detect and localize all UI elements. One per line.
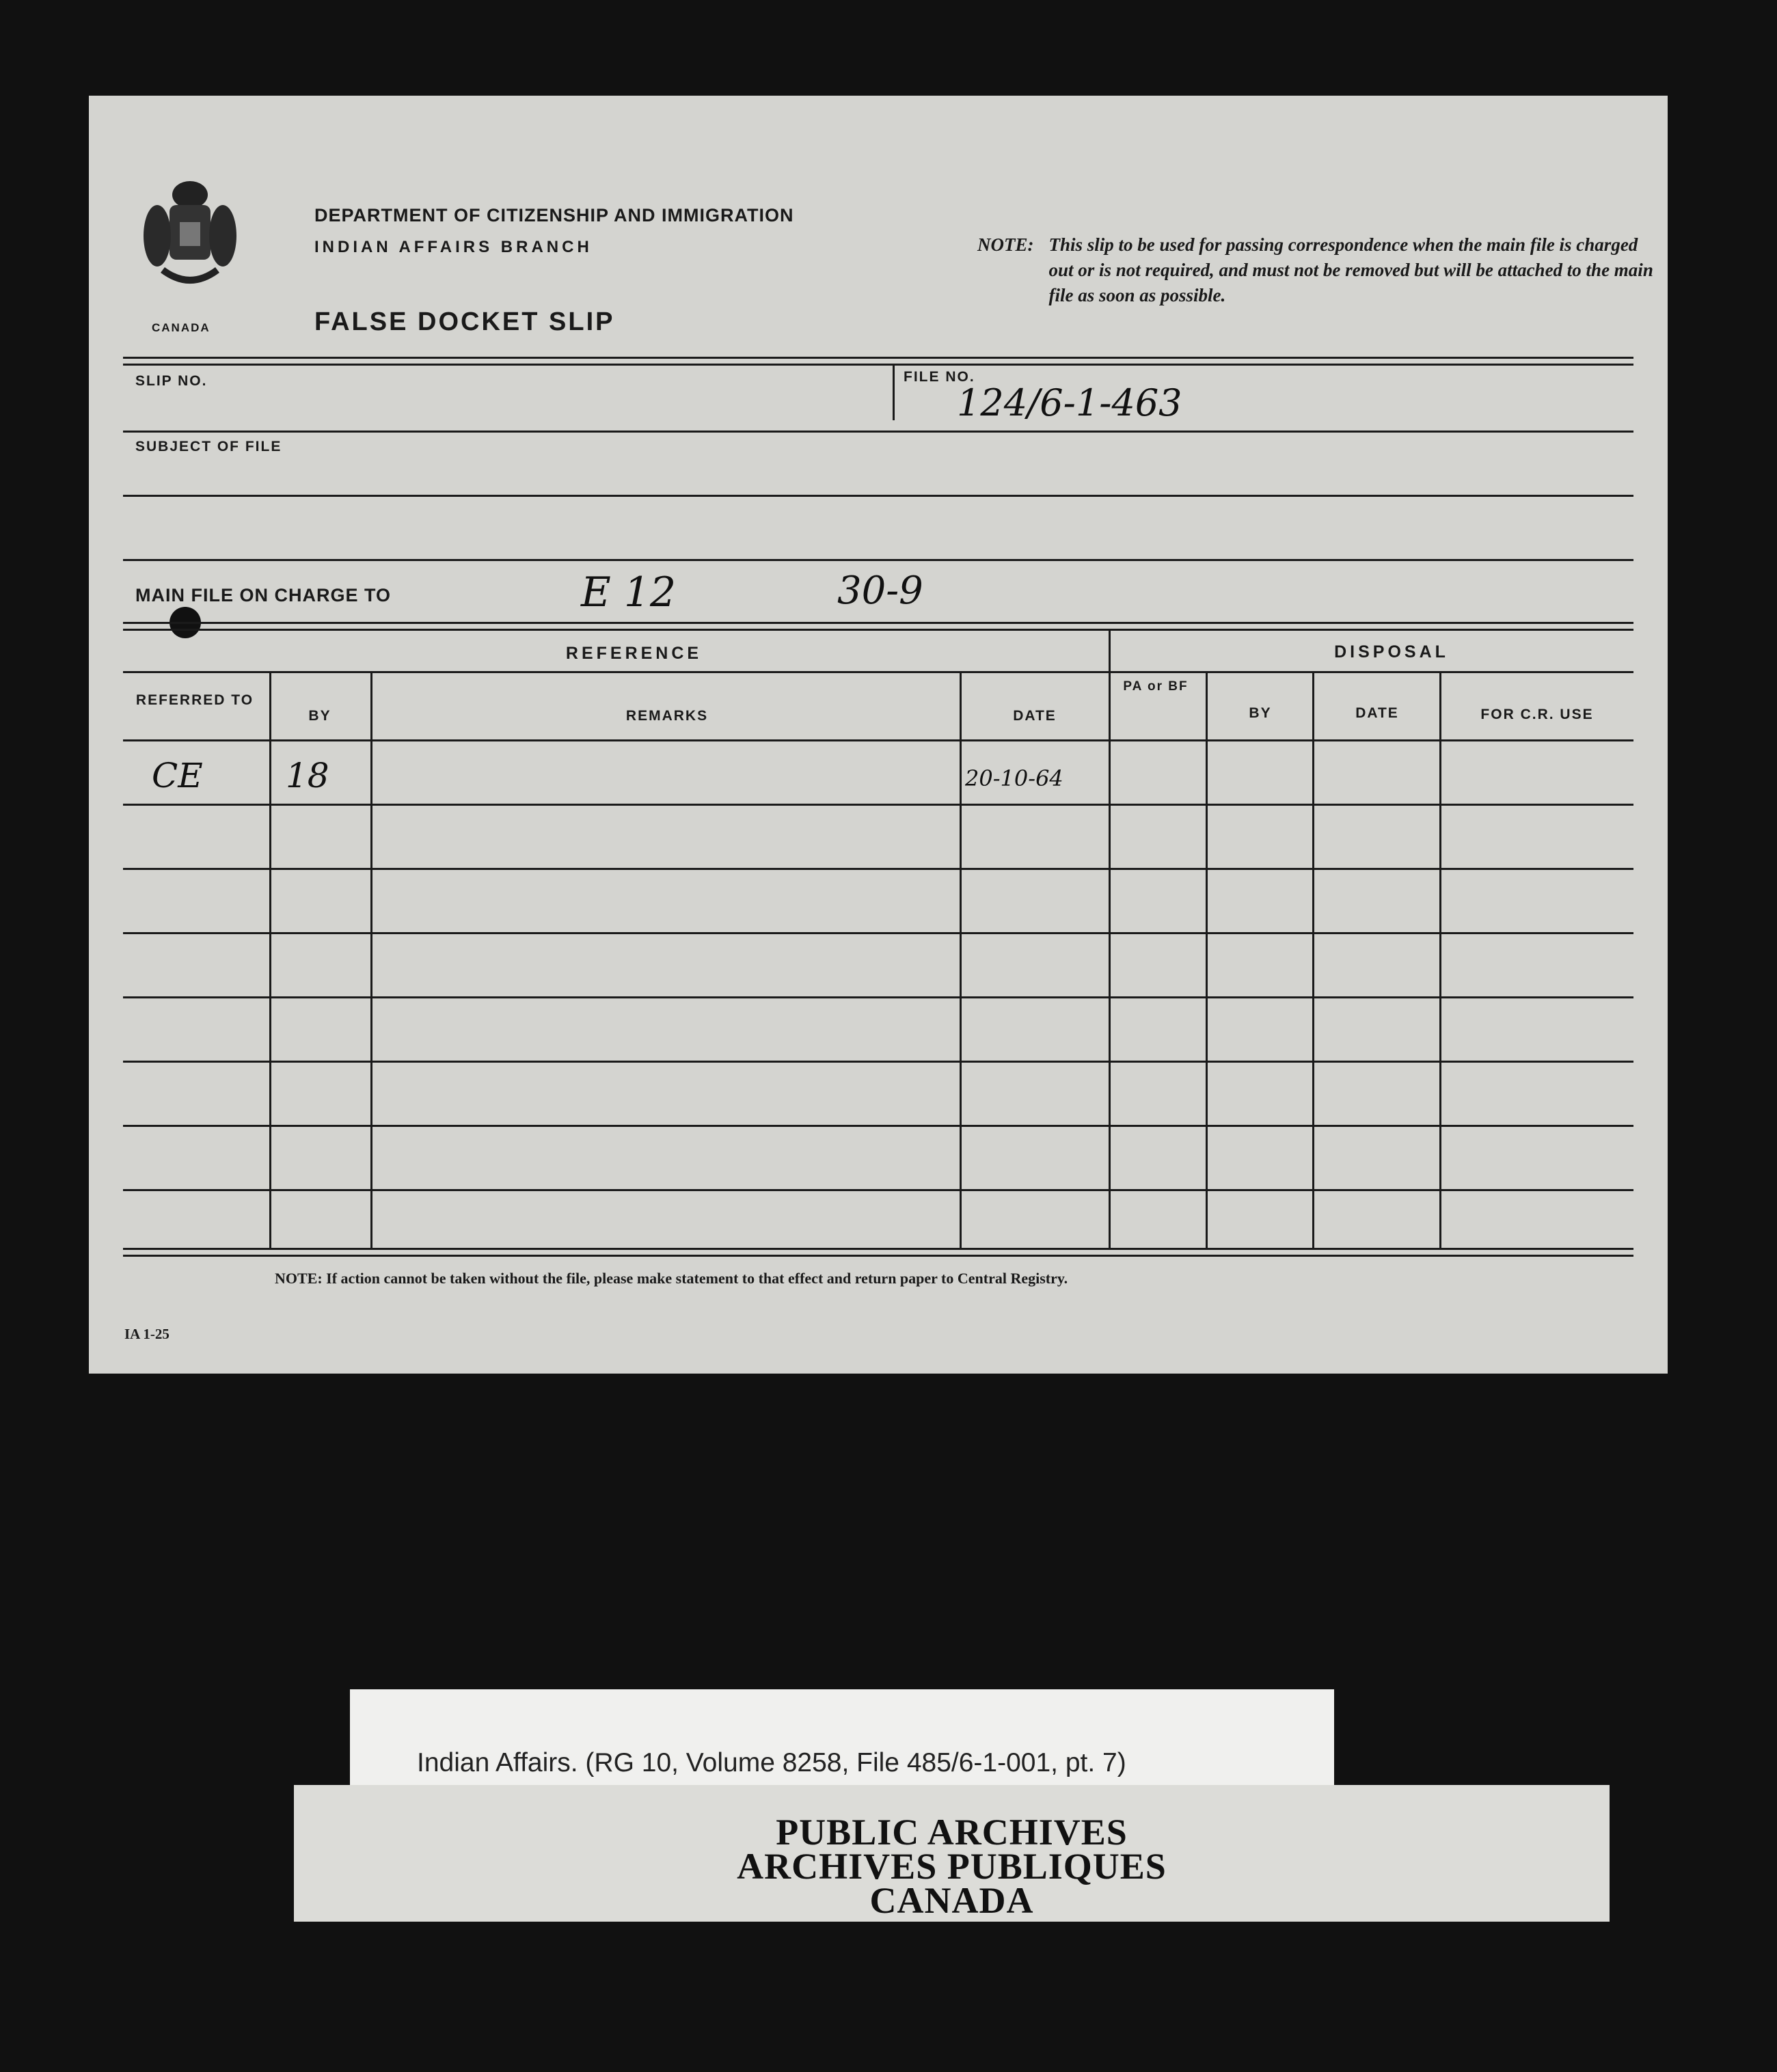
col-remarks: REMARKS: [625, 708, 709, 724]
top-note-label: NOTE:: [977, 234, 1034, 255]
stamp-line-1: PUBLIC ARCHIVES: [776, 1812, 1128, 1853]
main-file-value-1: E 12: [581, 569, 677, 616]
table-row: [123, 1125, 1633, 1127]
col-divider: [1206, 671, 1208, 1249]
row1-referred-to: CE: [152, 756, 203, 795]
row1-by: 18: [286, 756, 329, 795]
false-docket-slip: [89, 96, 1668, 1374]
main-file-value-2: 30-9: [837, 569, 923, 613]
col-divider: [1109, 629, 1111, 1249]
disposal-header: DISPOSAL: [1334, 642, 1449, 662]
citation-label: [350, 1689, 1334, 1792]
stamp-line-3: CANADA: [869, 1880, 1034, 1921]
table-rule: [123, 671, 1633, 673]
col-disposal-by: BY: [1249, 705, 1272, 721]
table-bottom-rule: [123, 1255, 1633, 1257]
citation-text: Indian Affairs. (RG 10, Volume 8258, File 485/6-1-001, pt. 7): [417, 1748, 1126, 1777]
slip-no-label: SLIP NO.: [135, 373, 208, 389]
coat-of-arms-icon: [142, 174, 238, 290]
subject-label: SUBJECT OF FILE: [135, 439, 282, 454]
table-bottom-rule: [123, 1248, 1633, 1250]
table-row: [123, 868, 1633, 870]
table-rule: [123, 629, 1633, 631]
table-row: [123, 932, 1633, 934]
col-cr-use: FOR C.R. USE: [1480, 707, 1594, 722]
department-name: DEPARTMENT OF CITIZENSHIP AND IMMIGRATION: [314, 205, 794, 226]
col-date: DATE: [1013, 708, 1057, 724]
form-title: FALSE DOCKET SLIP: [314, 308, 615, 336]
main-file-label: MAIN FILE ON CHARGE TO: [135, 585, 392, 605]
table-rule: [123, 739, 1633, 741]
archives-stamp: [294, 1785, 1610, 1922]
col-divider: [960, 671, 962, 1249]
col-pa-bf: PA or BF: [1123, 679, 1189, 694]
col-divider: [1312, 671, 1314, 1249]
file-no-label: FILE NO.: [904, 369, 975, 385]
table-rule: [123, 622, 1633, 624]
top-note: [977, 232, 1654, 308]
table-row: [123, 1189, 1633, 1191]
col-divider: [269, 671, 271, 1249]
branch-name: INDIAN AFFAIRS BRANCH: [314, 238, 593, 256]
stamp-line-2: ARCHIVES PUBLIQUES: [737, 1846, 1167, 1887]
col-by: BY: [308, 708, 331, 724]
file-no-divider: [893, 366, 895, 420]
row-rule: [123, 495, 1633, 497]
top-note-text: This slip to be used for passing correspondence when the main file is charged out or is not required, and must not be removed but will be attached to the main file as soon as possible.: [1048, 234, 1653, 305]
form-code: IA 1-25: [124, 1326, 169, 1342]
col-disposal-date: DATE: [1355, 705, 1399, 721]
row-rule: [123, 559, 1633, 561]
header-rule: [123, 357, 1633, 359]
table-row: [123, 804, 1633, 806]
col-divider: [370, 671, 372, 1249]
col-divider: [1439, 671, 1441, 1249]
row-rule: [123, 431, 1633, 433]
table-row: [123, 1061, 1633, 1063]
reference-header: REFERENCE: [565, 644, 703, 663]
bottom-note: NOTE: If action cannot be taken without the file, please make statement to that effect and return paper to Central Registry.: [275, 1270, 1068, 1287]
row1-date: 20-10-64: [965, 765, 1063, 791]
crest-caption: CANADA: [152, 321, 211, 334]
file-no-value: 124/6-1-463: [957, 381, 1182, 424]
col-referred-to: REFERRED TO: [135, 692, 254, 708]
header-rule: [123, 364, 1633, 366]
table-row: [123, 996, 1633, 998]
